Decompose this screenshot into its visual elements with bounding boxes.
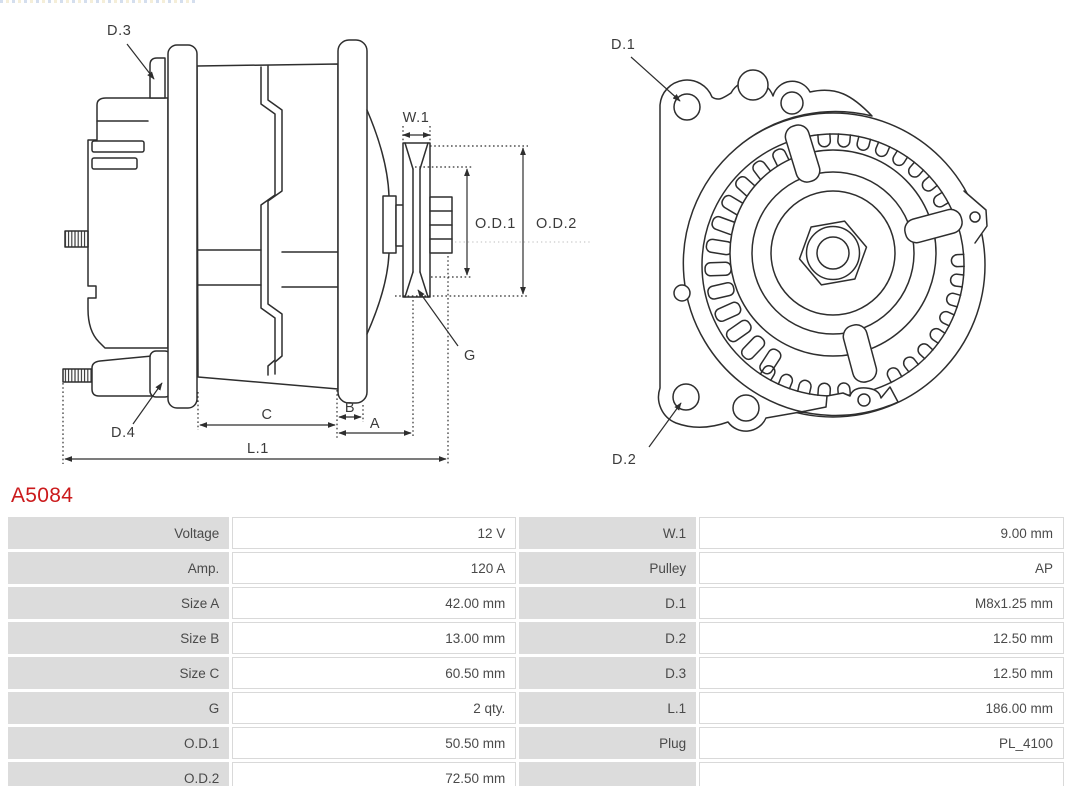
spec-label: O.D.1	[8, 727, 229, 759]
spec-value: 13.00 mm	[232, 622, 516, 654]
spec-value: 50.50 mm	[232, 727, 516, 759]
label-c: C	[261, 407, 273, 423]
front-bracket-bar	[338, 40, 367, 403]
spec-value: AP	[699, 552, 1064, 584]
spec-label: Amp.	[8, 552, 229, 584]
spec-row	[8, 762, 1064, 786]
label-d2: D.2	[612, 452, 637, 468]
spec-value: 186.00 mm	[699, 692, 1064, 724]
spec-value	[699, 762, 1064, 786]
upper-boss	[150, 58, 165, 98]
spec-label: D.2	[519, 622, 696, 654]
spec-label: Size B	[8, 622, 229, 654]
leader-d1	[631, 57, 680, 101]
spec-label: Voltage	[8, 517, 229, 549]
pulley	[403, 143, 430, 297]
label-b: B	[344, 400, 356, 416]
rear-housing	[88, 98, 168, 348]
spec-value: PL_4100	[699, 727, 1064, 759]
part-number: A5084	[11, 484, 74, 507]
spec-row	[8, 657, 1064, 689]
spec-value: 120 A	[232, 552, 516, 584]
leader-g	[418, 290, 458, 346]
hole-d1	[674, 94, 700, 120]
hole-d2	[673, 384, 699, 410]
label-w1: W.1	[402, 110, 430, 126]
stud-lower	[63, 369, 92, 382]
spec-row	[8, 622, 1064, 654]
shaft-washer	[383, 196, 396, 253]
nose-cone	[367, 110, 389, 196]
spec-value: M8x1.25 mm	[699, 587, 1064, 619]
label-g: G	[464, 348, 476, 364]
side-view-drawing	[63, 40, 452, 408]
spec-label: G	[8, 692, 229, 724]
lower-boss	[92, 356, 152, 396]
stud-upper	[65, 231, 88, 247]
spec-value: 72.50 mm	[232, 762, 516, 786]
spec-label: D.3	[519, 657, 696, 689]
spec-value: 12 V	[232, 517, 516, 549]
spec-label: Plug	[519, 727, 696, 759]
label-d3: D.3	[107, 23, 132, 39]
spec-label: W.1	[519, 517, 696, 549]
label-a: A	[369, 416, 381, 432]
spec-value: 2 qty.	[232, 692, 516, 724]
label-od2: O.D.2	[536, 216, 577, 232]
spec-value: 9.00 mm	[699, 517, 1064, 549]
label-d1: D.1	[611, 37, 636, 53]
label-l1: L.1	[247, 441, 269, 457]
label-d4: D.4	[111, 425, 136, 441]
spec-row	[8, 727, 1064, 759]
spec-row	[8, 587, 1064, 619]
spec-value: 12.50 mm	[699, 622, 1064, 654]
spec-label: Size C	[8, 657, 229, 689]
spec-label: L.1	[519, 692, 696, 724]
front-view-drawing	[658, 70, 987, 431]
spec-value: 12.50 mm	[699, 657, 1064, 689]
spec-label: Size A	[8, 587, 229, 619]
spec-value: 60.50 mm	[232, 657, 516, 689]
spec-value: 42.00 mm	[232, 587, 516, 619]
spec-label	[519, 762, 696, 786]
spec-row	[8, 692, 1064, 724]
spec-row	[8, 552, 1064, 584]
label-od1: O.D.1	[475, 216, 516, 232]
spec-label: O.D.2	[8, 762, 229, 786]
spec-table	[5, 514, 1067, 786]
rear-bracket-bar	[168, 45, 197, 408]
spec-label: D.1	[519, 587, 696, 619]
spec-label: Pulley	[519, 552, 696, 584]
spec-row	[8, 517, 1064, 549]
